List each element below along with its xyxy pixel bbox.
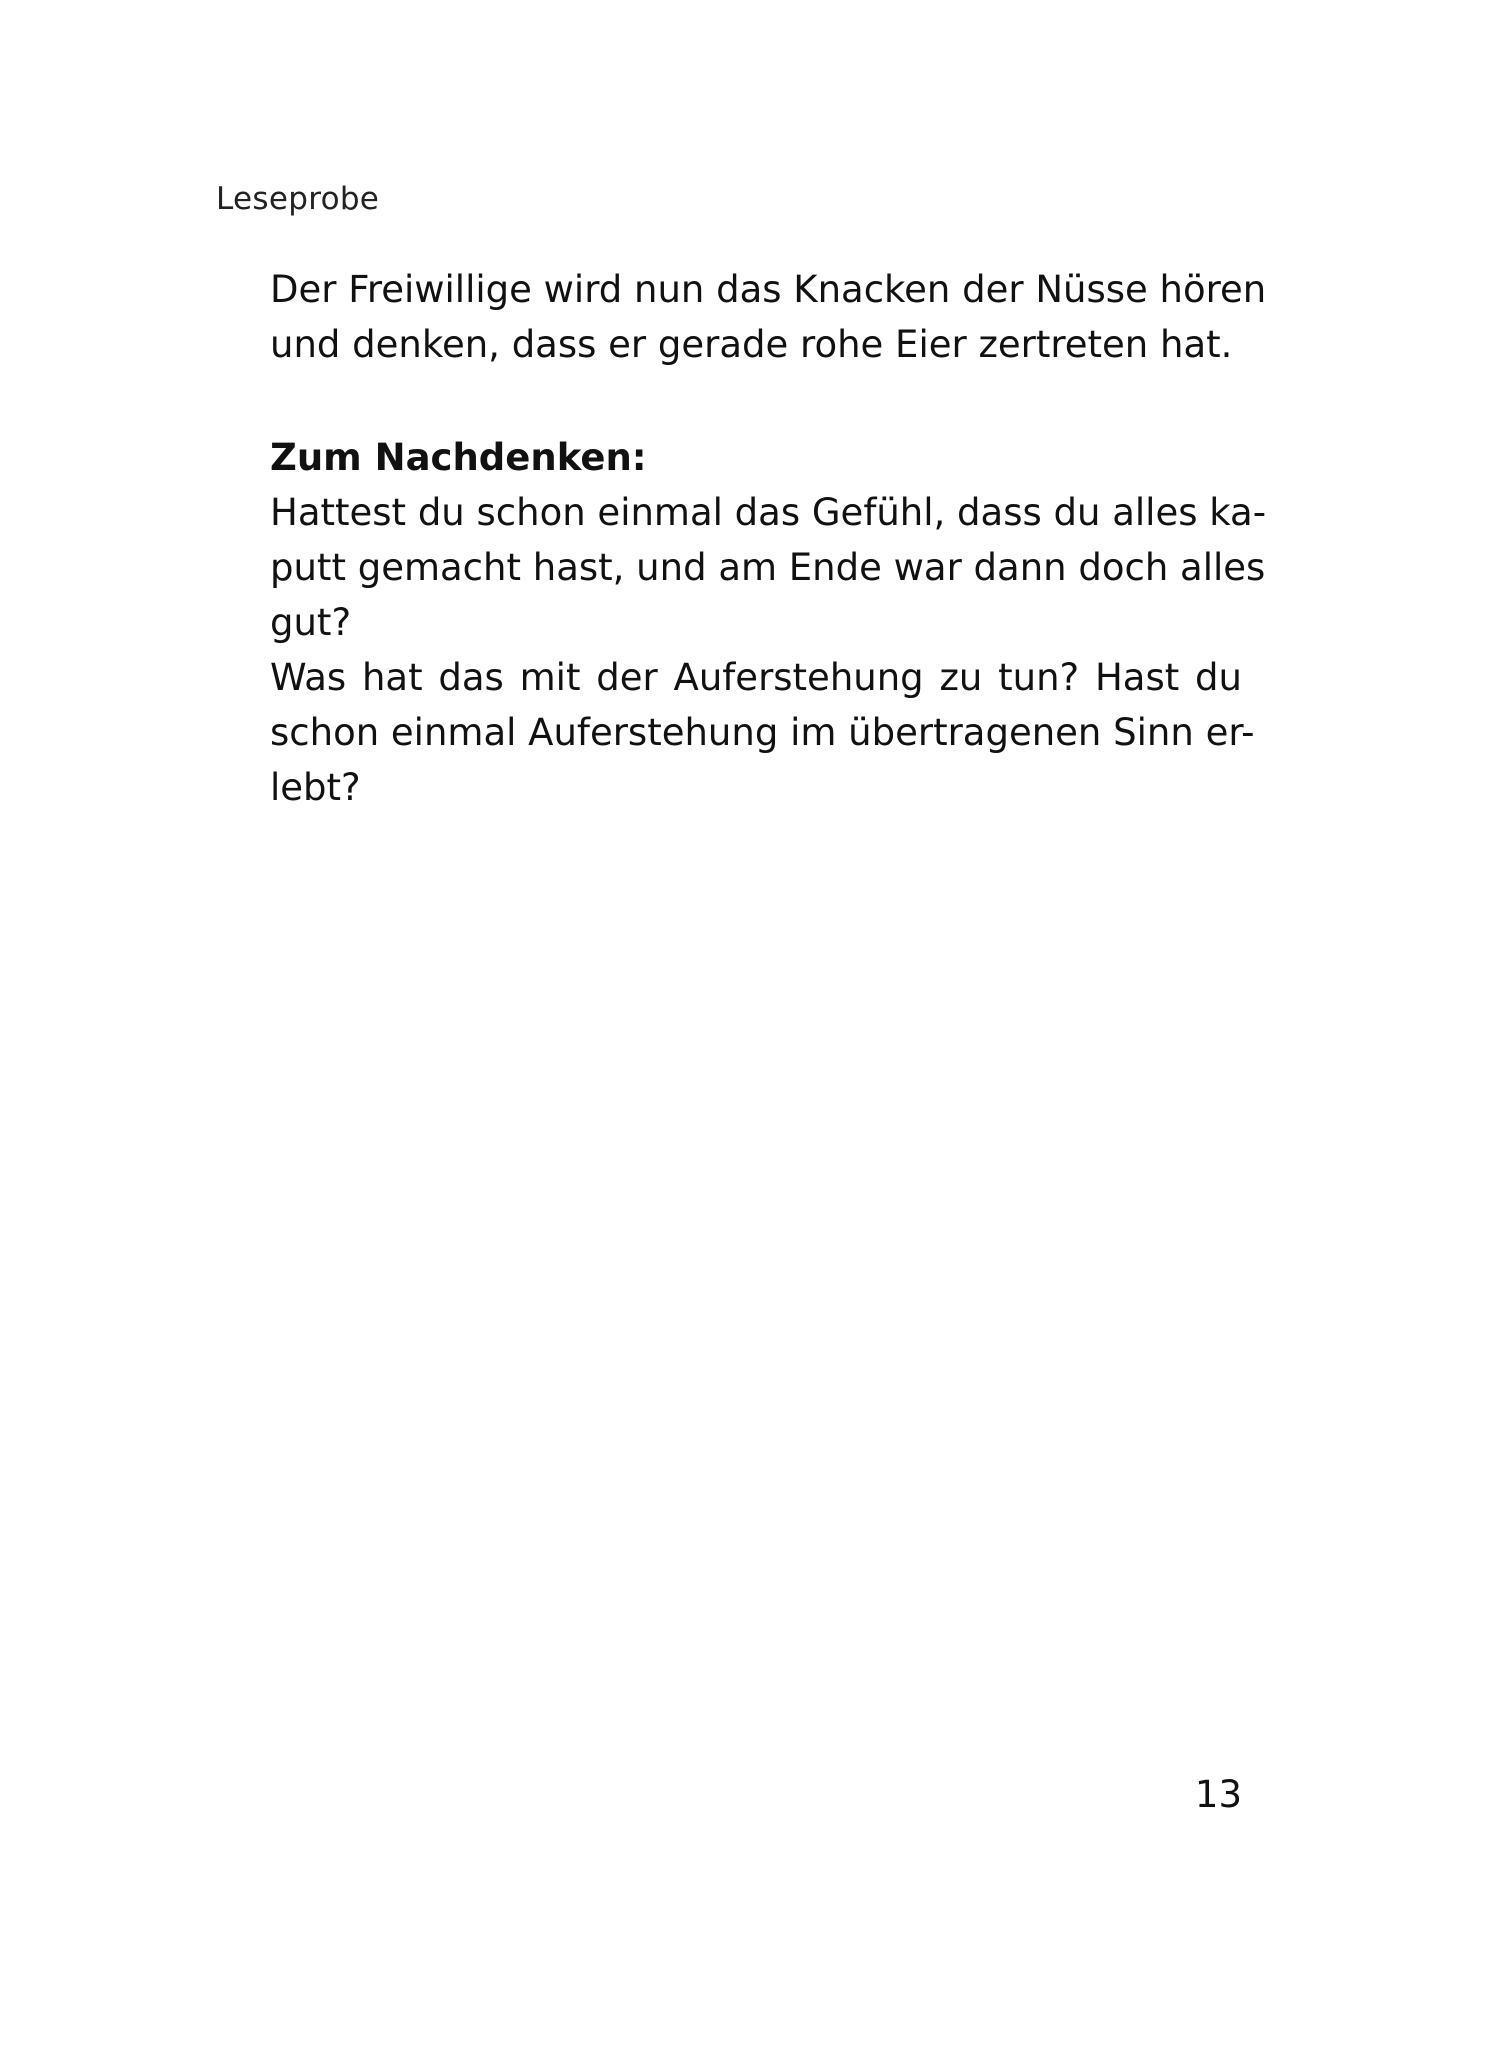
text-line: Was hat das mit der Auferstehung zu tun? Hast du bbox=[270, 656, 1242, 699]
text-line: gut? bbox=[270, 601, 352, 644]
text-line: schon einmal Auferstehung im übertragenen Sinn er- bbox=[270, 711, 1255, 754]
body-paragraph bbox=[270, 262, 1267, 372]
text-line: lebt? bbox=[270, 766, 361, 809]
running-header: Leseprobe bbox=[216, 181, 380, 217]
text-line: Hattest du schon einmal das Gefühl, dass du alles ka- bbox=[270, 491, 1267, 534]
page-number: 13 bbox=[1194, 1773, 1242, 1816]
reflection-section bbox=[270, 430, 1267, 815]
section-heading: Zum Nachdenken: bbox=[270, 436, 647, 479]
text-line: Der Freiwillige wird nun das Knacken der Nüsse hören bbox=[270, 268, 1267, 311]
text-line: putt gemacht hast, und am Ende war dann doch alles bbox=[270, 546, 1266, 589]
text-line: und denken, dass er gerade rohe Eier zertreten hat. bbox=[270, 323, 1233, 366]
